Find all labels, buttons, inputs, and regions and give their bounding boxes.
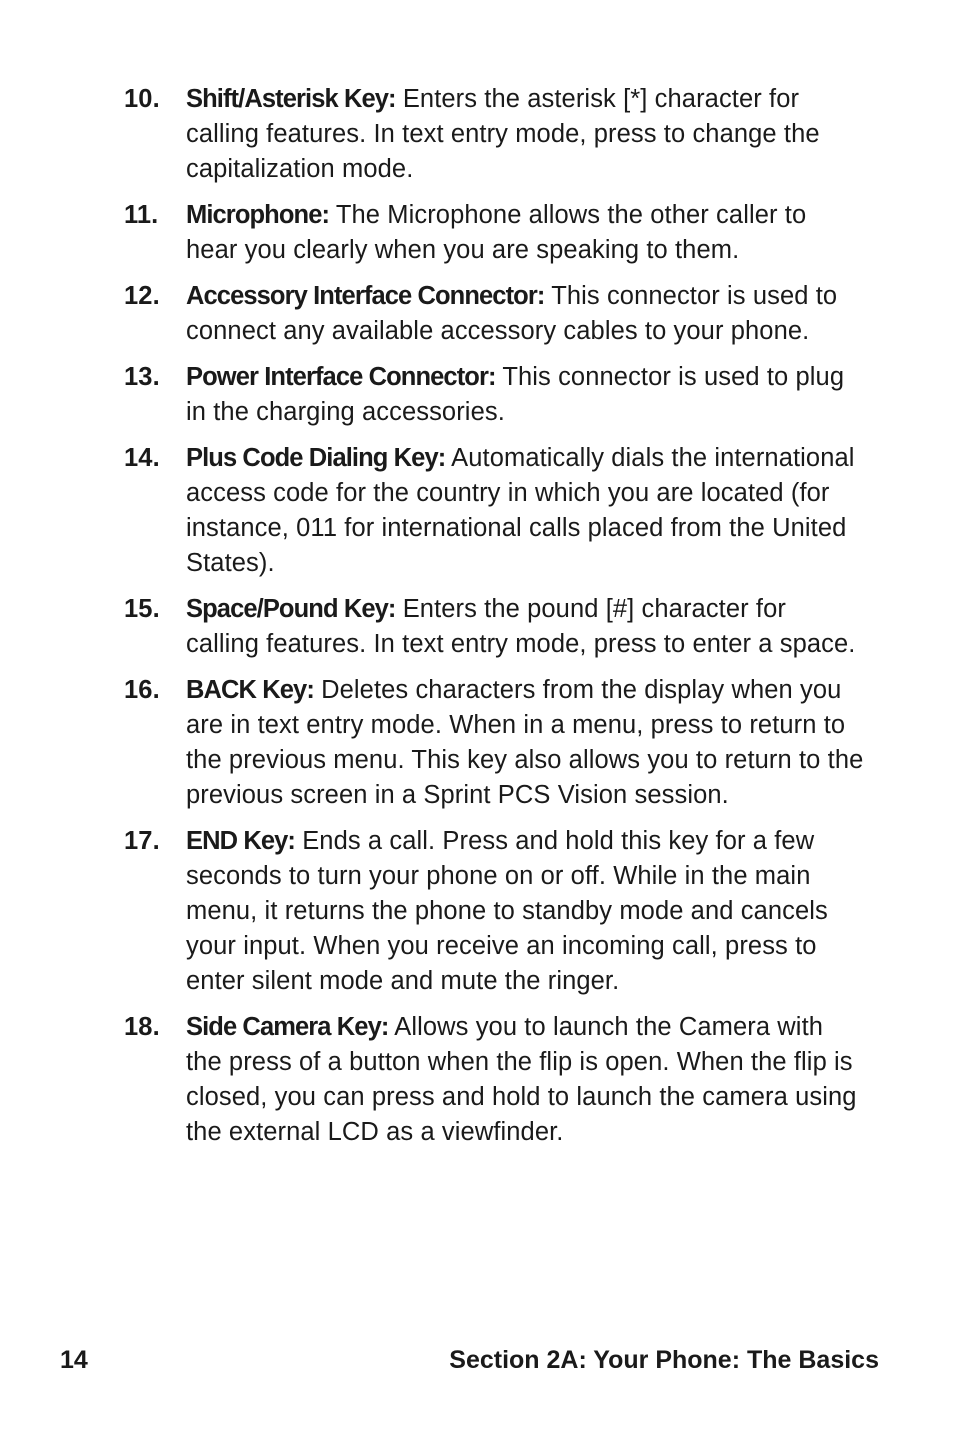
list-item bbox=[124, 592, 864, 662]
item-term: Microphone: bbox=[186, 201, 330, 229]
item-description: This connector is used to plug in the charging accessories. bbox=[186, 363, 845, 426]
item-number: 10. bbox=[124, 85, 160, 113]
item-number: 12. bbox=[124, 282, 160, 310]
item-number: 14. bbox=[124, 444, 160, 472]
list-item bbox=[124, 360, 864, 430]
item-description: Deletes characters from the display when you are in text entry mode. When in a menu, press to return to the previous menu. This key also allows you to return to the previous screen in a Sprint PCS Vision session. bbox=[186, 676, 864, 809]
list-item bbox=[124, 1010, 864, 1150]
item-term: Plus Code Dialing Key: bbox=[186, 444, 446, 472]
key-description-list bbox=[124, 82, 864, 1161]
item-number: 15. bbox=[124, 595, 160, 623]
item-description: The Microphone allows the other caller to hear you clearly when you are speaking to them. bbox=[186, 201, 807, 264]
item-number: 13. bbox=[124, 363, 160, 391]
item-description: Ends a call. Press and hold this key for a few seconds to turn your phone on or off. While in the main menu, it returns the phone to standby mode and cancels your input. When you receive an incoming call, press to enter silent mode and mute the ringer. bbox=[186, 827, 828, 995]
list-item bbox=[124, 279, 864, 349]
section-title: Section 2A: Your Phone: The Basics bbox=[449, 1346, 879, 1374]
item-term: Space/Pound Key: bbox=[186, 595, 396, 623]
item-term: Accessory Interface Connector: bbox=[186, 282, 545, 310]
page-number: 14 bbox=[60, 1346, 88, 1374]
item-number: 16. bbox=[124, 676, 160, 704]
item-description: Enters the pound [#] character for calling features. In text entry mode, press to enter a space. bbox=[186, 595, 856, 658]
item-term: Shift/Asterisk Key: bbox=[186, 85, 396, 113]
item-description: This connector is used to connect any available accessory cables to your phone. bbox=[186, 282, 838, 345]
list-item bbox=[124, 824, 864, 999]
item-term: END Key: bbox=[186, 827, 295, 855]
item-description: Allows you to launch the Camera with the press of a button when the flip is open. When the flip is closed, you can press and hold to launch the camera using the external LCD as a viewfinder. bbox=[186, 1013, 857, 1146]
list-item bbox=[124, 82, 864, 187]
list-item bbox=[124, 198, 864, 268]
item-term: Side Camera Key: bbox=[186, 1013, 389, 1041]
item-number: 11. bbox=[124, 201, 159, 229]
list-item bbox=[124, 441, 864, 581]
item-term: BACK Key: bbox=[186, 676, 314, 704]
item-description: Automatically dials the international access code for the country in which you are located (for instance, 011 for international calls placed from the United States). bbox=[186, 444, 855, 577]
item-number: 17. bbox=[124, 827, 160, 855]
item-description: Enters the asterisk [*] character for calling features. In text entry mode, press to change the capitalization mode. bbox=[186, 85, 820, 183]
item-term: Power Interface Connector: bbox=[186, 363, 496, 391]
list-item bbox=[124, 673, 864, 813]
item-number: 18. bbox=[124, 1013, 160, 1041]
